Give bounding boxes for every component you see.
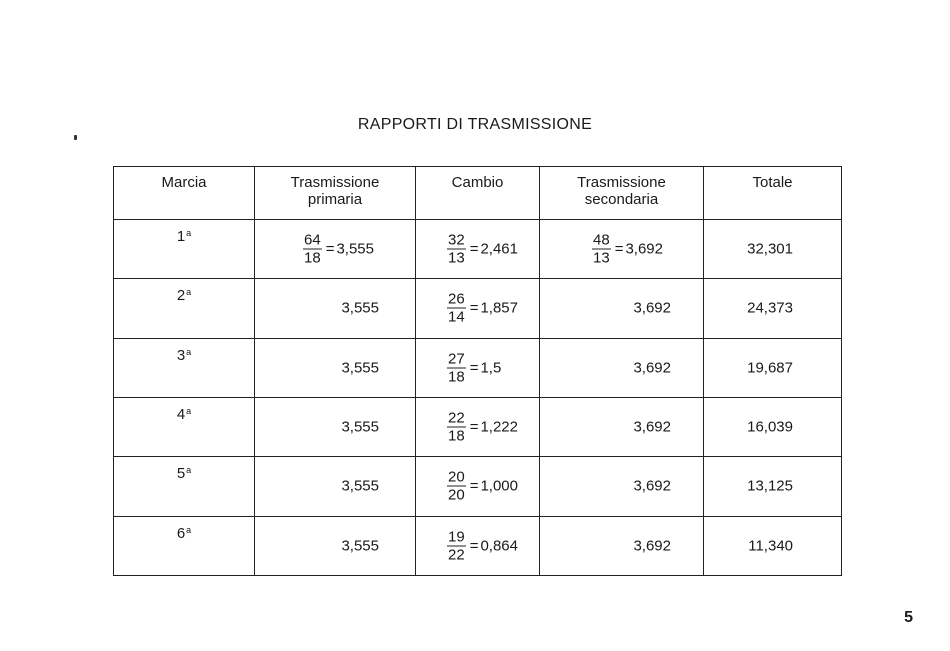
secondaria-value: 3,692 bbox=[633, 299, 671, 317]
fraction-denominator: 22 bbox=[448, 546, 465, 564]
cambio-fraction bbox=[447, 350, 501, 385]
cell-marcia bbox=[114, 397, 255, 456]
header-cambio-label: Cambio bbox=[451, 174, 504, 191]
header-secondaria-line1: Trasmissione bbox=[577, 174, 666, 191]
fraction-denominator: 18 bbox=[448, 427, 465, 445]
cambio-fraction bbox=[447, 469, 518, 504]
table-row bbox=[114, 397, 842, 456]
secondaria-value: 3,692 bbox=[633, 418, 671, 436]
fraction bbox=[447, 469, 466, 504]
cell-totale bbox=[704, 457, 842, 516]
equals-sign: = bbox=[614, 240, 624, 258]
ratio-value: 0,864 bbox=[480, 537, 518, 555]
cambio-fraction bbox=[447, 232, 518, 267]
cell-secondaria bbox=[540, 338, 704, 397]
gear-label bbox=[114, 228, 254, 245]
ordinal-suffix: a bbox=[186, 405, 192, 416]
secondaria-value: 3,692 bbox=[633, 537, 671, 555]
fraction bbox=[447, 528, 466, 563]
cambio-fraction bbox=[447, 410, 518, 445]
cell-totale bbox=[704, 279, 842, 338]
totale-value: 19,687 bbox=[747, 359, 793, 377]
gear-label bbox=[114, 347, 254, 364]
cell-marcia bbox=[114, 279, 255, 338]
fraction bbox=[303, 232, 322, 267]
equals-sign: = bbox=[469, 299, 479, 317]
cell-marcia bbox=[114, 338, 255, 397]
equals-sign: = bbox=[469, 359, 479, 377]
fraction-numerator: 22 bbox=[448, 409, 465, 427]
gear-number: 2 bbox=[176, 287, 186, 305]
primaria-value: 3,555 bbox=[341, 359, 379, 377]
ratio-value: 1,857 bbox=[480, 299, 518, 317]
gear-ratio-table bbox=[113, 166, 842, 576]
gear-number: 3 bbox=[176, 346, 186, 364]
equals-sign: = bbox=[325, 240, 335, 258]
primaria-value: 3,555 bbox=[341, 299, 379, 317]
fraction bbox=[592, 232, 611, 267]
header-secondaria-line2: secondaria bbox=[584, 191, 659, 208]
ordinal-suffix: a bbox=[186, 228, 192, 238]
fraction-denominator: 18 bbox=[304, 249, 321, 267]
header-trasmissione-primaria bbox=[255, 167, 416, 220]
cell-cambio bbox=[416, 457, 540, 516]
secondaria-fraction bbox=[592, 232, 663, 267]
cell-cambio bbox=[416, 279, 540, 338]
fraction-numerator: 48 bbox=[593, 231, 610, 249]
equals-sign: = bbox=[469, 418, 479, 436]
gear-label bbox=[114, 465, 254, 482]
fraction-numerator: 19 bbox=[448, 528, 465, 546]
header-trasmissione-secondaria bbox=[540, 167, 704, 220]
table-row bbox=[114, 516, 842, 575]
cell-cambio bbox=[416, 220, 540, 279]
cell-primaria bbox=[255, 397, 416, 456]
gear-label bbox=[114, 287, 254, 304]
header-primaria-line2: primaria bbox=[307, 191, 363, 208]
page-number: 5 bbox=[904, 609, 913, 626]
cell-marcia bbox=[114, 516, 255, 575]
header-totale-label: Totale bbox=[752, 174, 793, 191]
gear-number: 6 bbox=[176, 524, 186, 542]
primaria-fraction bbox=[303, 232, 374, 267]
cell-primaria bbox=[255, 220, 416, 279]
cell-cambio bbox=[416, 516, 540, 575]
page-title: RAPPORTI DI TRASMISSIONE bbox=[357, 116, 593, 133]
table-header-row bbox=[114, 167, 842, 220]
header-marcia-label: Marcia bbox=[161, 174, 207, 191]
fraction-denominator: 18 bbox=[448, 368, 465, 386]
totale-value: 11,340 bbox=[748, 537, 793, 555]
header-cambio bbox=[416, 167, 540, 220]
fraction bbox=[447, 350, 466, 385]
ordinal-suffix: a bbox=[186, 287, 192, 298]
fraction bbox=[447, 291, 466, 326]
cell-totale bbox=[704, 220, 842, 279]
header-marcia bbox=[114, 167, 255, 220]
ratio-value: 1,000 bbox=[480, 477, 518, 495]
cell-cambio bbox=[416, 338, 540, 397]
header-primaria-line1: Trasmissione bbox=[290, 174, 380, 191]
ordinal-suffix: a bbox=[186, 465, 192, 476]
table-row bbox=[114, 457, 842, 516]
ordinal-suffix: a bbox=[186, 524, 192, 535]
cell-primaria bbox=[255, 279, 416, 338]
cell-totale bbox=[704, 338, 842, 397]
gear-number: 5 bbox=[176, 465, 186, 483]
gear-label bbox=[114, 525, 254, 542]
fraction bbox=[447, 232, 466, 267]
equals-sign: = bbox=[469, 537, 479, 555]
equals-sign: = bbox=[469, 240, 479, 258]
equals-sign: = bbox=[469, 477, 479, 495]
totale-value: 16,039 bbox=[747, 418, 793, 436]
ratio-value: 2,461 bbox=[480, 240, 518, 258]
fraction-denominator: 20 bbox=[448, 486, 465, 504]
ratio-value: 3,555 bbox=[336, 240, 374, 258]
table-row bbox=[114, 220, 842, 279]
cambio-fraction bbox=[447, 291, 518, 326]
fraction bbox=[447, 410, 466, 445]
ratio-value: 1,5 bbox=[480, 359, 502, 377]
cell-secondaria bbox=[540, 516, 704, 575]
cell-secondaria bbox=[540, 279, 704, 338]
cell-marcia bbox=[114, 457, 255, 516]
secondaria-value: 3,692 bbox=[633, 477, 671, 495]
ratio-value: 3,692 bbox=[625, 240, 663, 258]
ink-speck bbox=[74, 135, 77, 140]
header-totale bbox=[704, 167, 842, 220]
cell-secondaria bbox=[540, 457, 704, 516]
cell-secondaria bbox=[540, 397, 704, 456]
table-row bbox=[114, 338, 842, 397]
cell-cambio bbox=[416, 397, 540, 456]
fraction-denominator: 13 bbox=[448, 249, 465, 267]
cell-secondaria bbox=[540, 220, 704, 279]
secondaria-value: 3,692 bbox=[633, 359, 671, 377]
cell-totale bbox=[704, 516, 842, 575]
fraction-numerator: 27 bbox=[448, 350, 465, 368]
gear-label bbox=[114, 406, 254, 423]
totale-value: 13,125 bbox=[747, 477, 793, 495]
cambio-fraction bbox=[447, 528, 518, 563]
totale-value: 32,301 bbox=[747, 240, 793, 258]
cell-marcia bbox=[114, 220, 255, 279]
cell-primaria bbox=[255, 516, 416, 575]
fraction-denominator: 14 bbox=[448, 308, 465, 326]
gear-number: 4 bbox=[176, 405, 186, 423]
fraction-numerator: 20 bbox=[448, 468, 465, 486]
gear-number: 1 bbox=[176, 228, 186, 245]
fraction-numerator: 64 bbox=[304, 231, 321, 249]
ratio-value: 1,222 bbox=[480, 418, 518, 436]
cell-primaria bbox=[255, 338, 416, 397]
ordinal-suffix: a bbox=[186, 346, 192, 357]
table-row bbox=[114, 279, 842, 338]
primaria-value: 3,555 bbox=[341, 418, 379, 436]
fraction-denominator: 13 bbox=[593, 249, 610, 267]
primaria-value: 3,555 bbox=[341, 477, 379, 495]
totale-value: 24,373 bbox=[747, 299, 793, 317]
primaria-value: 3,555 bbox=[341, 537, 379, 555]
fraction-numerator: 26 bbox=[448, 290, 465, 308]
cell-primaria bbox=[255, 457, 416, 516]
fraction-numerator: 32 bbox=[448, 231, 465, 249]
cell-totale bbox=[704, 397, 842, 456]
